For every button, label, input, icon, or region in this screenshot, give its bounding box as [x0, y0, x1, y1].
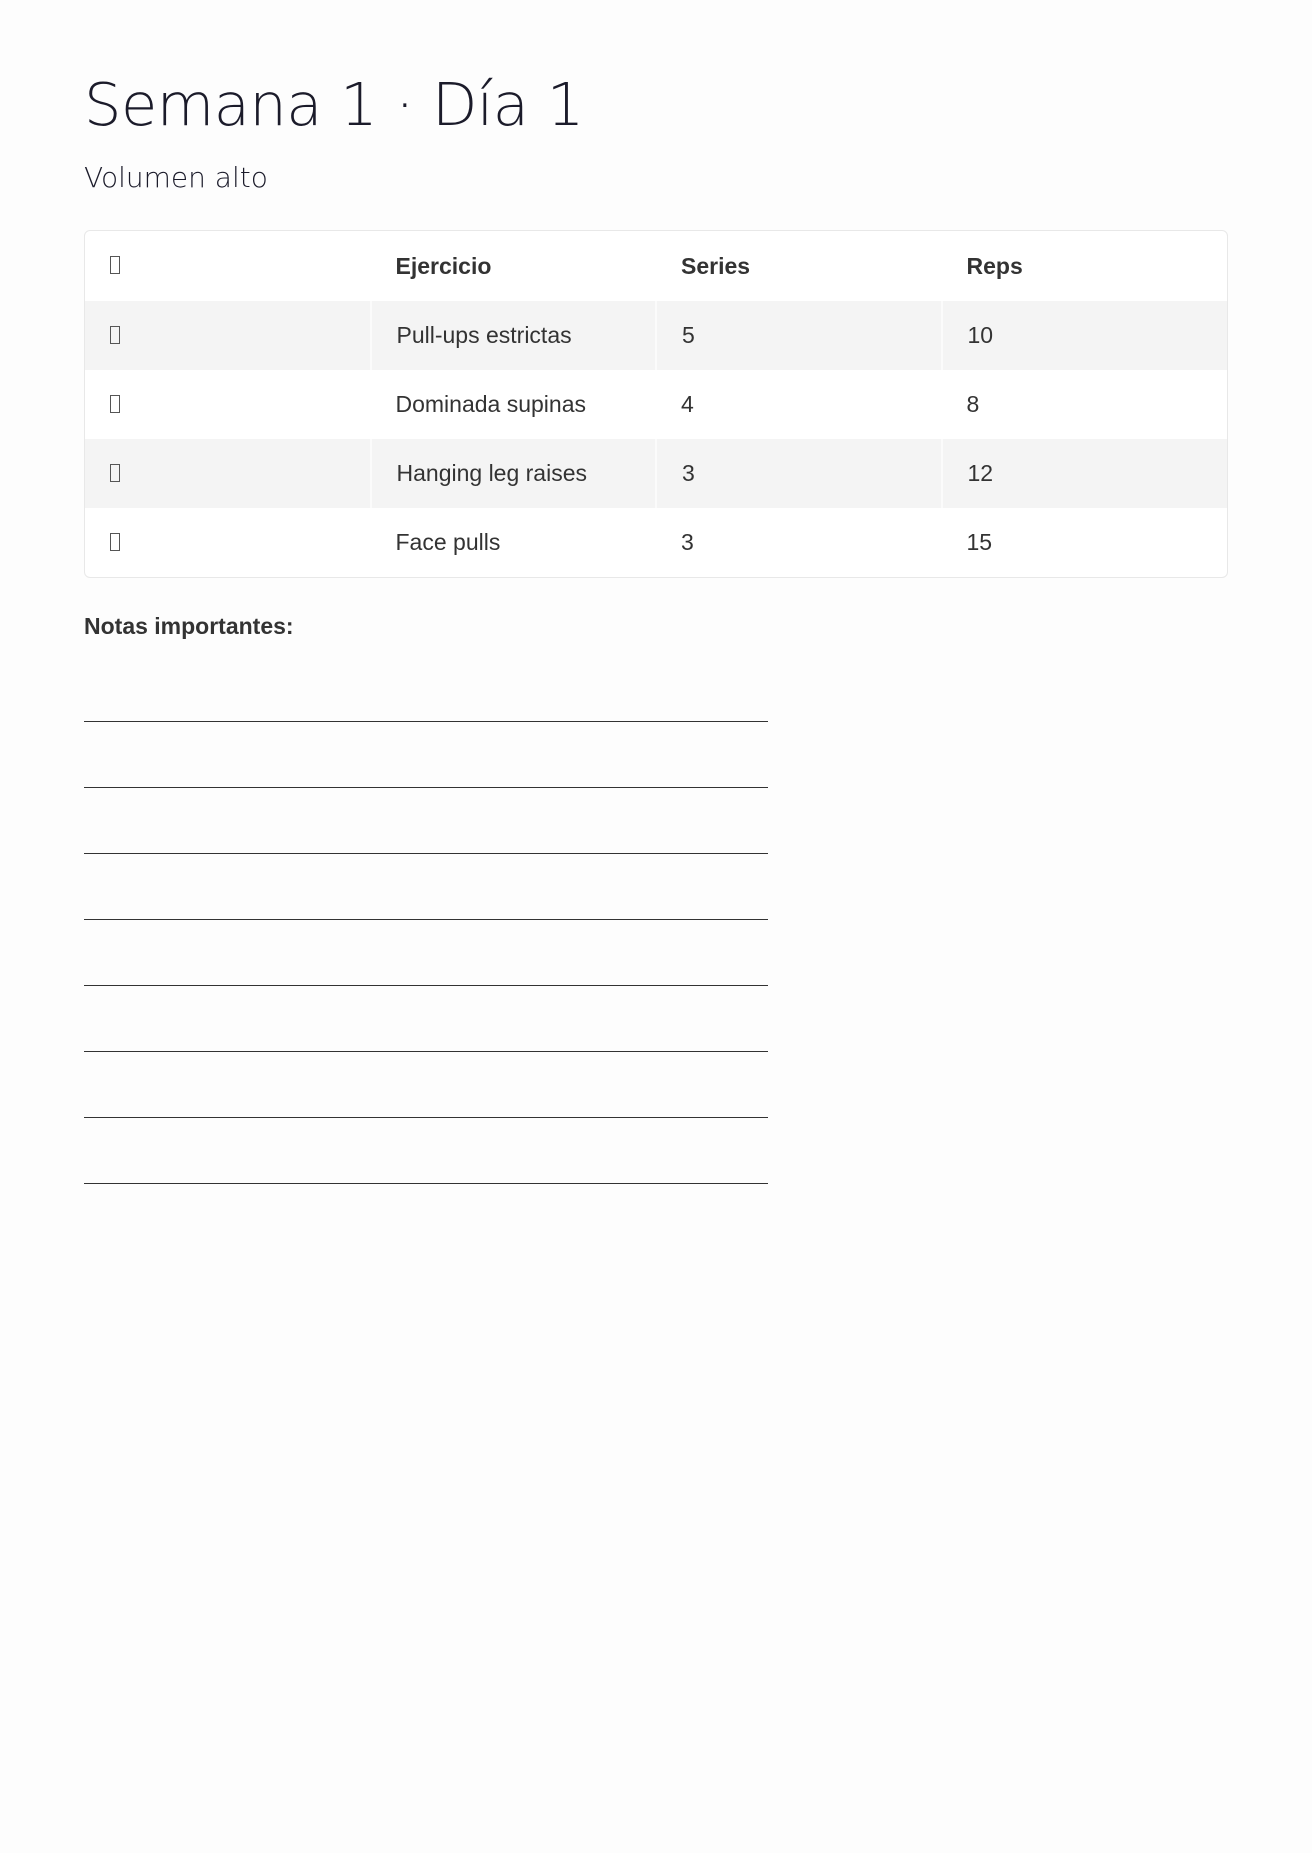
column-header-reps: Reps	[966, 252, 1023, 279]
notes-write-line[interactable]	[84, 920, 768, 986]
column-header-check	[85, 231, 371, 301]
row-check-cell[interactable]	[85, 301, 371, 370]
table-row	[85, 508, 1227, 577]
notes-write-line[interactable]	[84, 986, 768, 1052]
exercise-reps: 8	[966, 391, 980, 417]
row-check-cell[interactable]	[85, 370, 371, 439]
notes-write-line[interactable]	[84, 656, 768, 722]
table-row	[85, 439, 1227, 508]
notes-write-line[interactable]	[84, 1118, 768, 1184]
notes-heading: Notas importantes:	[84, 613, 294, 639]
checkbox-glyph-icon	[110, 464, 120, 482]
table-row	[85, 370, 1227, 439]
exercise-name: Dominada supinas	[395, 391, 587, 417]
exercise-reps: 15	[966, 529, 993, 555]
checkbox-glyph-icon	[110, 326, 120, 344]
table-row	[85, 301, 1227, 370]
page-subtitle: Volumen alto	[84, 161, 268, 194]
checkbox-glyph-icon	[110, 395, 120, 413]
exercise-reps: 12	[942, 439, 1228, 508]
checkbox-glyph-icon	[110, 256, 120, 274]
notes-write-line[interactable]	[84, 722, 768, 788]
notes-lines	[84, 656, 1226, 1184]
page-title: Semana 1 · Día 1	[84, 70, 584, 139]
exercise-sets: 5	[656, 301, 942, 370]
exercise-sets: 4	[681, 391, 694, 417]
exercise-name: Face pulls	[395, 529, 501, 555]
exercise-name: Pull-ups estrictas	[371, 301, 657, 370]
exercise-reps: 10	[942, 301, 1228, 370]
notes-write-line[interactable]	[84, 1052, 768, 1118]
exercise-sets: 3	[681, 529, 694, 555]
table-header-row	[85, 231, 1227, 301]
exercise-table	[85, 231, 1227, 577]
column-header-sets: Series	[681, 252, 751, 279]
exercise-sets: 3	[656, 439, 942, 508]
column-header-exercise: Ejercicio	[395, 252, 492, 279]
notes-write-line[interactable]	[84, 788, 768, 854]
notes-write-line[interactable]	[84, 854, 768, 920]
checkbox-glyph-icon	[110, 533, 120, 551]
row-check-cell[interactable]	[85, 508, 371, 577]
workout-sheet	[84, 60, 1226, 1184]
exercise-table-container	[84, 230, 1228, 578]
row-check-cell[interactable]	[85, 439, 371, 508]
exercise-name: Hanging leg raises	[371, 439, 657, 508]
